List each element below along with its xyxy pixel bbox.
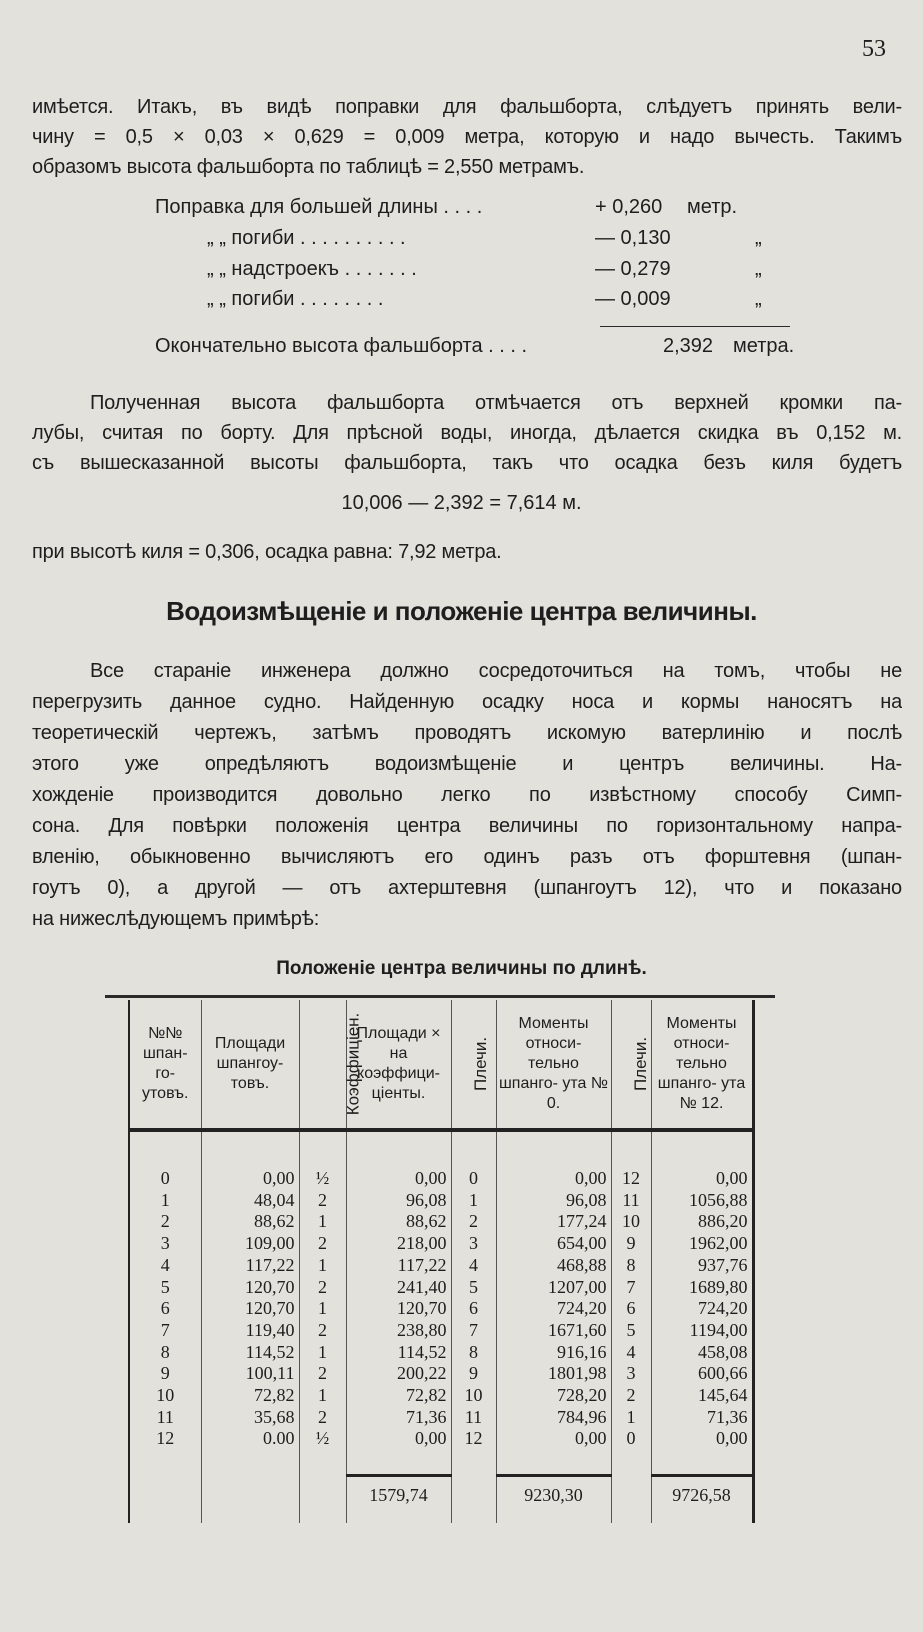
table-cell: 120,70: [245, 1276, 295, 1297]
table-cell: 0,00: [716, 1428, 748, 1449]
table-cell: 2: [318, 1189, 327, 1210]
table-cell: 0.00: [263, 1428, 295, 1449]
table-cell: 12: [156, 1428, 175, 1449]
paragraph-2-end: [32, 537, 902, 567]
header-arm-12: [611, 1000, 651, 1130]
header-moments-12: Моменты относи- тельно шпанго- ута № 12.: [651, 1000, 753, 1130]
correction-row: [155, 258, 795, 288]
text-line: съ вышесказанной высоты фальшборта, такъ что осадка безъ киля будетъ: [32, 452, 902, 474]
total-areas-x-coef: 1579,74: [346, 1476, 451, 1523]
table-cell: 1: [160, 1189, 170, 1210]
table-cell: 886,20: [698, 1211, 748, 1232]
header-text: Коэффиціен.: [342, 1012, 362, 1115]
table-cell: 1: [318, 1211, 327, 1232]
table-cell: 11: [622, 1189, 640, 1210]
table-cell: 1962,00: [689, 1233, 748, 1254]
table-cell: 88,62: [406, 1211, 447, 1232]
table-cell: 0,00: [415, 1428, 447, 1449]
table-cell: 7: [626, 1276, 636, 1297]
table-cell: 9: [626, 1233, 636, 1254]
table-cell: 1: [318, 1341, 327, 1362]
heading-text: Водоизмѣщеніе и положеніе центра величины.: [166, 596, 757, 626]
text-line: сона. Для повѣрки положенія центра величины по горизонтальному напра-: [32, 815, 902, 837]
table-cell: 1207,00: [548, 1276, 607, 1297]
correction-label: Поправка для большей длины . . . .: [155, 196, 483, 218]
correction-unit: „: [755, 288, 762, 310]
table-cell: 0,00: [415, 1168, 447, 1188]
table-cell: 100,11: [245, 1363, 295, 1384]
table-cell: 2: [318, 1363, 327, 1384]
table-cell: 177,24: [557, 1211, 607, 1232]
table-cell: 120,70: [245, 1298, 295, 1319]
table-cell: 72,82: [406, 1385, 447, 1406]
table-column-2: [299, 1130, 346, 1476]
table-cell: 3: [626, 1363, 636, 1384]
table-cell: 12: [622, 1168, 640, 1188]
table-cell: 119,40: [245, 1319, 295, 1340]
text-line: на нижеслѣдующемъ примѣрѣ:: [32, 908, 320, 930]
text-line: образомъ высота фальшборта по таблицѣ = 2,550 метрамъ.: [32, 156, 585, 178]
correction-value: + 0,260: [595, 196, 663, 218]
table-cell: 145,64: [698, 1385, 748, 1406]
text-line: перегрузить данное судно. Найденную осадку носа и кормы наносятъ на: [32, 691, 902, 713]
table-cell: 114,52: [245, 1341, 295, 1362]
table-cell: 4: [469, 1254, 478, 1275]
table-cell: 458,08: [698, 1341, 748, 1362]
table-cell: 4: [626, 1341, 636, 1362]
table-cell: 2: [160, 1211, 170, 1232]
formula: 10,006 — 2,392 = 7,614 м.: [341, 492, 582, 514]
table-cell: 96,08: [406, 1189, 447, 1210]
table-cell: 1: [626, 1406, 636, 1427]
table-cell: 0,00: [716, 1168, 748, 1188]
header-arm-0: [451, 1000, 496, 1130]
table-cell: 5: [626, 1319, 636, 1340]
table-cell: 2: [318, 1233, 327, 1254]
table-cell: 200,22: [397, 1363, 447, 1384]
totals-row: [129, 1476, 753, 1523]
table-cell: 2: [318, 1406, 327, 1427]
table-column-5: [496, 1130, 611, 1476]
text-line: имѣется. Итакъ, въ видѣ поправки для фальшборта, слѣдуетъ принять вели-: [32, 96, 902, 118]
table-cell: 241,40: [397, 1276, 447, 1297]
text-line: теоретическій чертежъ, затѣмъ проводятъ искомую ватерлинію и послѣ: [32, 722, 902, 744]
header-frame-number: №№ шпан- го- утовъ.: [129, 1000, 201, 1130]
table-cell: 2: [318, 1276, 327, 1297]
table-cell: 10: [156, 1385, 175, 1406]
table-cell: 8: [626, 1254, 636, 1275]
table-cell: 1671,60: [548, 1319, 607, 1340]
table-cell: 2: [469, 1211, 478, 1232]
table-cell: 109,00: [245, 1233, 295, 1254]
table-cell: 7: [160, 1319, 170, 1340]
table-cell: 11: [156, 1406, 174, 1427]
table-cell: 0,00: [575, 1168, 607, 1188]
table-cell: 0: [626, 1428, 636, 1449]
total-row: [155, 335, 795, 365]
center-of-buoyancy-table: [128, 1000, 755, 1523]
correction-value: — 0,009: [595, 288, 671, 310]
table-cell: 468,88: [557, 1254, 607, 1275]
table-cell: 71,36: [707, 1406, 748, 1427]
table-cell: 6: [160, 1298, 170, 1319]
correction-value: — 0,130: [595, 227, 671, 249]
table-cell: 8: [469, 1341, 478, 1362]
total-label: Окончательно высота фальшборта . . . .: [155, 335, 528, 357]
table-cell: 7: [469, 1319, 478, 1340]
correction-unit: метр.: [687, 196, 738, 218]
table-cell: 238,80: [397, 1319, 447, 1340]
table-column-7: [651, 1130, 753, 1476]
header-area-times-coef: Площади × на коэффици- ціенты.: [346, 1000, 451, 1130]
table-cell: 8: [160, 1341, 170, 1362]
table-cell: 5: [469, 1276, 478, 1297]
table-cell: 71,36: [406, 1406, 447, 1427]
table-cell: 784,96: [557, 1406, 607, 1427]
correction-label: „ „ погиби . . . . . . . . . .: [207, 227, 406, 249]
correction-unit: „: [755, 258, 762, 280]
table-cell: 96,08: [566, 1189, 607, 1210]
table-cell: 1689,80: [689, 1276, 748, 1297]
table-cell: ½: [315, 1428, 330, 1449]
table-cell: 937,76: [698, 1254, 748, 1275]
table-column-6: [611, 1130, 651, 1476]
correction-row: [155, 196, 795, 226]
table-cell: 2: [318, 1319, 327, 1340]
table-cell: 3: [469, 1233, 478, 1254]
table-cell: 1801,98: [548, 1363, 607, 1384]
table-cell: 9: [469, 1363, 478, 1384]
table-cell: 117,22: [245, 1254, 295, 1275]
table-column-4: [451, 1130, 496, 1476]
table-cell: 3: [160, 1233, 170, 1254]
section-heading: [0, 596, 923, 627]
total-value: 2,392: [663, 335, 714, 357]
text-line: чину = 0,5 × 0,03 × 0,629 = 0,009 метра, которую и надо вычесть. Такимъ: [32, 126, 902, 148]
text-line: хожденіе производится довольно легко по извѣстному способу Симп-: [32, 784, 902, 806]
table-column-0: [129, 1130, 201, 1476]
table-title: Положеніе центра величины по длинѣ.: [276, 958, 647, 979]
table-cell: 117,22: [397, 1254, 447, 1275]
table-cell: 114,52: [397, 1341, 447, 1362]
table-cell: 9: [160, 1363, 170, 1384]
text-line: этого уже опредѣляютъ водоизмѣщеніе и центръ величины. На-: [32, 753, 902, 775]
header-coefficient: [299, 1000, 362, 1130]
header-text: Плечи.: [630, 1036, 650, 1091]
table-cell: 600,66: [698, 1363, 748, 1384]
total-unit: метра.: [733, 335, 795, 357]
page-number: 53: [862, 36, 886, 62]
paragraph-1: [32, 92, 902, 182]
header-frame-area: Площади шпангоу- товъ.: [201, 1000, 299, 1130]
table-cell: 4: [160, 1254, 170, 1275]
table-cell: 48,04: [254, 1189, 295, 1210]
table-cell: 1: [469, 1189, 478, 1210]
correction-label: „ „ надстроекъ . . . . . . .: [207, 258, 417, 280]
table-body: [129, 1130, 753, 1476]
table-cell: 1: [318, 1254, 327, 1275]
table-cell: 88,62: [254, 1211, 295, 1232]
correction-value: — 0,279: [595, 258, 671, 280]
total-moments-0: 9230,30: [496, 1476, 611, 1523]
paragraph-3: [32, 656, 902, 935]
table-cell: ½: [315, 1168, 330, 1188]
table-cell: 728,20: [557, 1385, 607, 1406]
table-cell: 0: [469, 1168, 478, 1188]
text-line: лубы, считая по борту. Для прѣсной воды, иногда, дѣлается скидка въ 0,152 м.: [32, 422, 902, 444]
table-column-1: [201, 1130, 299, 1476]
table-cell: 6: [626, 1298, 636, 1319]
table-cell: 654,00: [557, 1233, 607, 1254]
header-text: Плечи.: [470, 1036, 490, 1091]
sum-rule: [600, 326, 790, 327]
table-cell: 6: [469, 1298, 478, 1319]
text-line: гоутъ 0), а другой — отъ ахтерштевня (шпангоутъ 12), что и показано: [32, 877, 902, 899]
table-cell: 1194,00: [689, 1319, 748, 1340]
table-cell: 11: [464, 1406, 483, 1427]
table-cell: 5: [160, 1276, 170, 1297]
table-cell: 120,70: [397, 1298, 447, 1319]
table-column-3: [346, 1130, 451, 1476]
correction-unit: „: [755, 227, 762, 249]
table-cell: 218,00: [397, 1233, 447, 1254]
table-cell: 2: [626, 1385, 636, 1406]
text-line: Полученная высота фальшборта отмѣчается отъ верхней кромки па-: [90, 392, 902, 414]
header-moments-0: Моменты относи- тельно шпанго- ута № 0.: [496, 1000, 611, 1130]
table-cell: 724,20: [557, 1298, 607, 1319]
table-cell: 916,16: [557, 1341, 607, 1362]
text-line: Все стараніе инженера должно сосредоточиться на томъ, чтобы не: [90, 660, 902, 682]
table-cell: 12: [464, 1428, 483, 1449]
table-cell: 1056,88: [689, 1189, 748, 1210]
table-cell: 0,00: [575, 1428, 607, 1449]
table-cell: 10: [464, 1385, 483, 1406]
correction-row: [155, 288, 795, 318]
table-cell: 724,20: [698, 1298, 748, 1319]
table-cell: 0,00: [263, 1168, 295, 1188]
table-cell: 10: [622, 1211, 640, 1232]
table-top-rule: [105, 995, 775, 998]
paragraph-2: [32, 388, 902, 478]
table-cell: 1: [318, 1298, 327, 1319]
table-cell: 35,68: [254, 1406, 295, 1427]
total-moments-12: 9726,58: [651, 1476, 753, 1523]
text-line: при высотѣ киля = 0,306, осадка равна: 7,92 метра.: [32, 541, 502, 563]
correction-row: [155, 227, 795, 257]
correction-label: „ „ погиби . . . . . . . .: [207, 288, 384, 310]
table-cell: 0: [160, 1168, 170, 1188]
text-line: вленію, обыкновенно вычисляютъ его одинъ разъ отъ форштевня (шпан-: [32, 846, 902, 868]
table-cell: 72,82: [254, 1385, 295, 1406]
table-cell: 1: [318, 1385, 327, 1406]
